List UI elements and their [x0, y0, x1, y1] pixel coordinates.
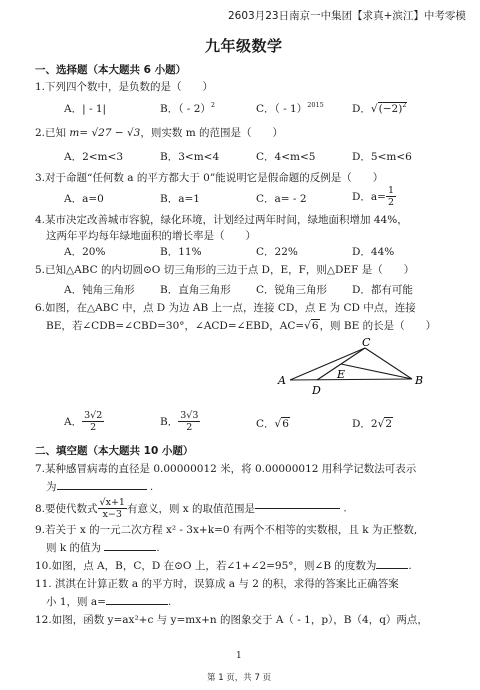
q6-option-d: D．2√2	[352, 418, 392, 430]
q4-option-a: A．20%	[64, 246, 106, 258]
segment-ab	[290, 379, 412, 380]
q1-option-c: C．（ - 1）$^{2015}$	[256, 101, 324, 115]
question-11-line-2: 小 1，则 a= .	[46, 596, 172, 608]
q5-option-d: D．都有可能	[352, 284, 413, 296]
q4-option-c: C．22%	[256, 246, 298, 258]
q1-option-a: A．| - 1|	[64, 103, 107, 115]
exam-header: 2603月23日南京一中集团【求真+滨江】中考零模	[228, 10, 466, 22]
question-9-line-1: 9.若关于 x 的一元二次方程 x² - 3x+k=0 有两个不相等的实数根，且 k 为正整数,	[35, 524, 418, 536]
question-3-stem: 3.对于命题“任何数 a 的平方都大于 0”能说明它是假命题的反例是（ ）	[35, 172, 384, 184]
q4-option-d: D．44%	[352, 246, 395, 258]
label-d: D	[312, 384, 321, 397]
q2-option-c: C．4<m<5	[256, 151, 316, 163]
question-7-line-1: 7.某种感冒病毒的直径是 0.00000012 米，将 0.00000012 用科学记数法可表示	[35, 463, 417, 475]
question-4-line-2: 这两年平均每年绿地面积的增长率是（ ）	[46, 230, 256, 242]
q7-answer-blank[interactable]	[57, 489, 147, 490]
q4-option-b: B．11%	[160, 246, 202, 258]
q6-option-a: A． $\frac{3√2}{2}$	[64, 410, 103, 433]
q11-answer-blank[interactable]	[106, 604, 168, 605]
q3-option-b: B．a=1	[160, 193, 200, 205]
page-footer: 第 1 页，共 7 页	[207, 673, 272, 683]
q2-option-b: B．3<m<4	[160, 151, 220, 163]
question-2-stem: 2.已知 m= √27 − √3，则实数 m 的范围是（ ）	[35, 127, 283, 139]
question-9-line-2: 则 k 的值为 .	[46, 542, 160, 554]
question-4-line-1: 4.某市决定改善城市容貌，绿化环境，计划经过两年时间，绿地面积增加 44%，	[35, 214, 408, 226]
q1-option-d: D．$√(-2)^2$	[352, 101, 407, 115]
page-number: 1	[236, 651, 242, 661]
q6-option-c: C．√6	[256, 418, 289, 430]
q8-answer-blank[interactable]	[255, 508, 340, 509]
question-6-line-2: BE，若∠CDB=∠CBD=30°，∠ACD=∠EBD，AC=√6，则 BE 的长是（ ）	[46, 320, 437, 332]
question-10: 10.如图，点 A，B，C，D 在⊙O 上，若∠1+∠2=95°，则∠B 的度数为 .	[35, 560, 412, 572]
q5-option-b: B．直角三角形	[160, 284, 231, 296]
question-5-stem: 5.已知△ABC 的内切圆⊙O 切三角形的三边于点 D，E，F，则△DEF 是（ ）	[35, 264, 415, 276]
q3-option-c: C．a= - 2	[256, 193, 307, 205]
question-6-line-1: 6.如图，在△ABC 中，点 D 为边 AB 上一点，连接 CD，点 E 为 CD 中点，连接	[35, 302, 416, 314]
label-a: A	[278, 374, 286, 387]
section-multiple-choice: 一、选择题（本大题共 6 小题）	[35, 64, 187, 76]
label-b: B	[415, 374, 424, 387]
question-8: 8.要使代数式 $\frac{√x+1}{x-3}$ 有意义，则 x 的取值范围是 .	[35, 497, 347, 520]
q10-answer-blank[interactable]	[376, 568, 408, 569]
q6-option-b: B． $\frac{3√3}{2}$	[160, 410, 199, 433]
q3-option-d: D．a= $\frac{1}{2}$	[352, 185, 395, 208]
label-e: E	[337, 368, 346, 381]
segment-ac	[290, 348, 365, 380]
q9-answer-blank[interactable]	[104, 550, 156, 551]
page-title: 九年级数学	[205, 37, 283, 55]
q2-option-d: D．5<m<6	[352, 151, 412, 163]
q5-option-c: C．锐角三角形	[256, 284, 328, 296]
section-fill-in: 二、填空题（本大题共 10 小题）	[35, 445, 194, 457]
q3-option-a: A．a=0	[64, 193, 104, 205]
q1-option-b: B．（ - 2）$^2$	[160, 101, 216, 115]
question-11-line-1: 11. 淇淇在计算正数 a 的平方时，误算成 a 与 2 的积，求得的答案比正确答案	[35, 578, 399, 590]
question-12: 12.如图，函数 y=ax²+c 与 y=mx+n 的图象交于 A（ - 1，p），B（4，q）两点，	[35, 614, 428, 626]
question-7-line-2: 为 .	[46, 481, 154, 493]
triangle-figure	[270, 335, 435, 397]
label-c: C	[362, 336, 371, 349]
q5-option-a: A．钝角三角形	[64, 284, 135, 296]
question-1-stem: 1.下列四个数中，是负数的是（ ）	[35, 81, 214, 93]
q2-option-a: A．2<m<3	[64, 151, 123, 163]
